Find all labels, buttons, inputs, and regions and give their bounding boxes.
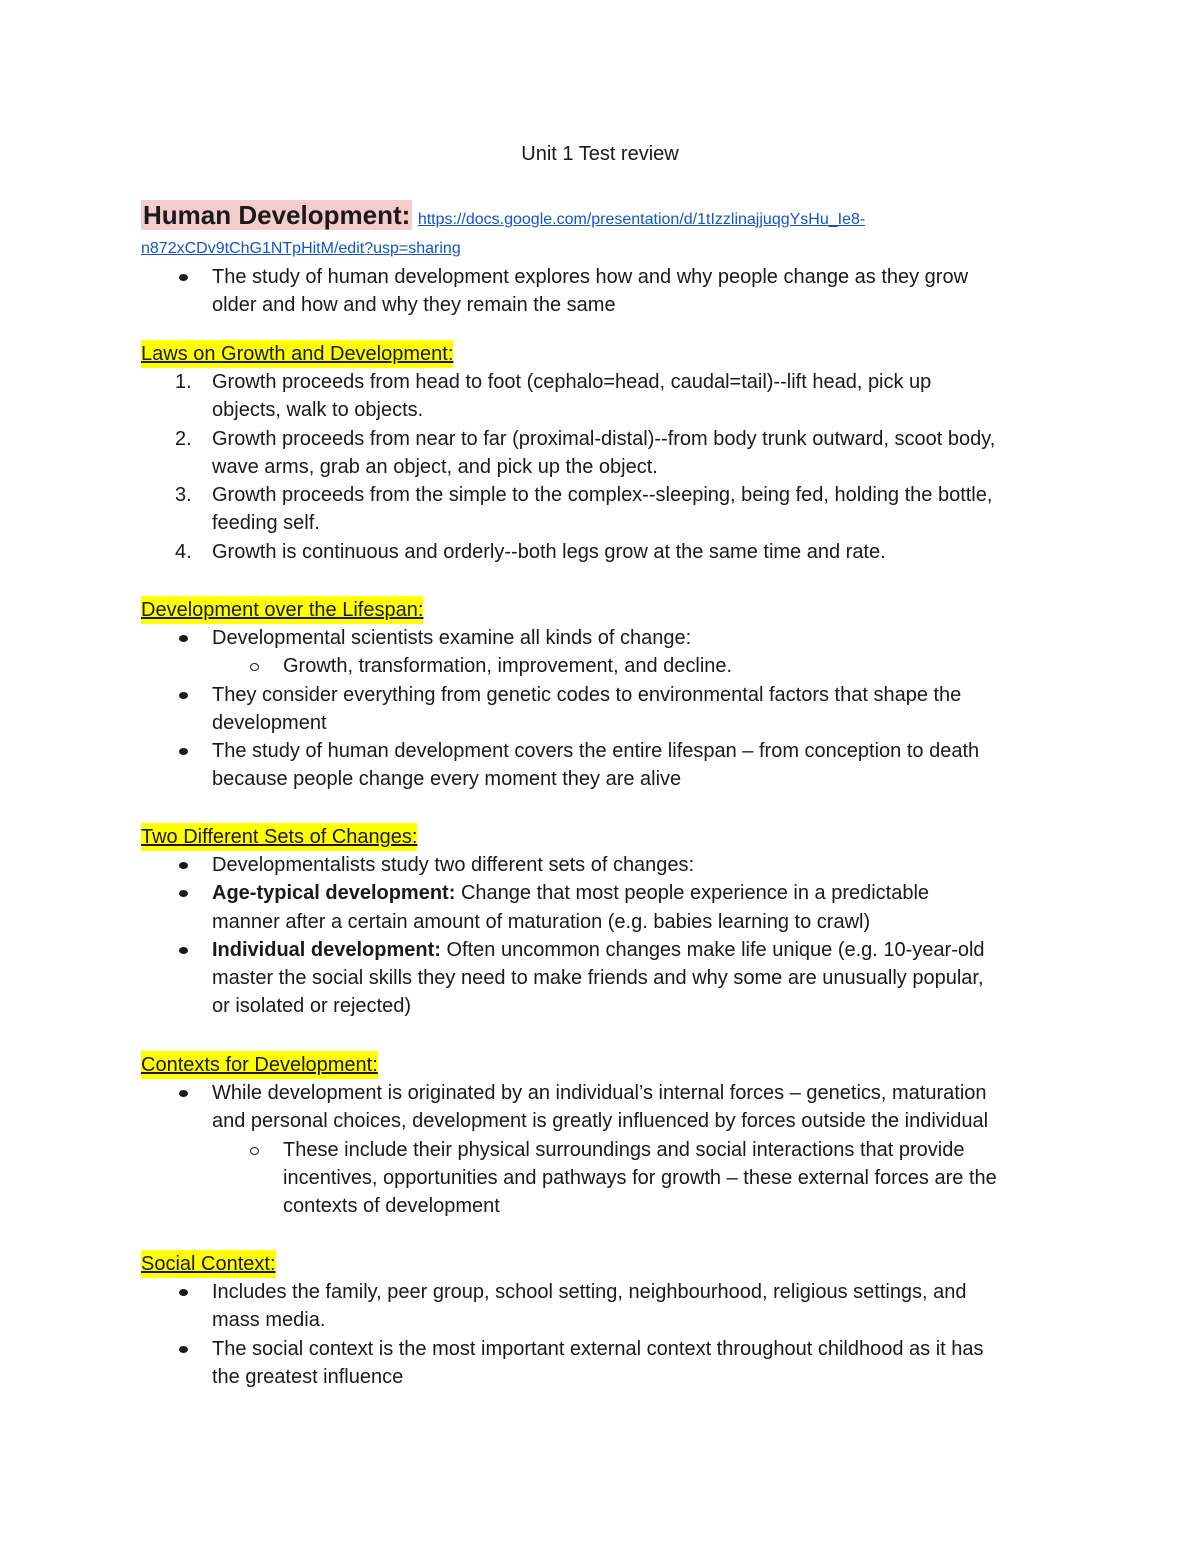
lifespan-heading: Development over the Lifespan: <box>141 596 423 624</box>
list-item: Includes the family, peer group, school setting, neighbourhood, religious settings, and mass media. <box>141 1278 1071 1335</box>
section-lifespan <box>141 596 1071 794</box>
slides-link[interactable]: https://docs.google.com/presentation/d/1tIzzlinajjuqgYsHu_Ie8- <box>417 211 866 228</box>
page-title: Unit 1 Test review <box>521 143 679 165</box>
list-item: Age-typical development: Change that most people experience in a predictable manner after a certain amount of maturation (e.g. babies learning to crawl) <box>141 879 1071 936</box>
bullet-icon <box>179 890 188 897</box>
list-item: The social context is the most important external context throughout childhood as it has the greatest influence <box>141 1335 1071 1392</box>
list-item: Developmental scientists examine all kinds of change: <box>141 624 1071 652</box>
bullet-icon <box>179 692 188 699</box>
human-development-heading: Human Development: <box>143 200 411 230</box>
bullet-icon <box>179 862 188 869</box>
contexts-heading: Contexts for Development: <box>141 1051 378 1079</box>
list-item: 3. Growth proceeds from the simple to the complex--sleeping, being fed, holding the bottle, feeding self. <box>175 484 993 535</box>
bullet-icon <box>179 635 188 642</box>
list-item: The study of human development covers the entire lifespan – from conception to death because people change every moment they are alive <box>141 737 1071 794</box>
list-item: 2. Growth proceeds from near to far (proximal-distal)--from body trunk outward, scoot body, wave arms, grab an object, and pick up the object. <box>175 427 996 478</box>
bullet-icon <box>179 1346 188 1353</box>
hollow-bullet-icon <box>250 1147 259 1155</box>
bullet-icon <box>179 274 188 281</box>
list-item: They consider everything from genetic codes to environmental factors that shape the development <box>141 681 1071 738</box>
list-item: 1. Growth proceeds from head to foot (cephalo=head, caudal=tail)--lift head, pick up objects, walk to objects. <box>175 371 932 422</box>
slides-link-continued[interactable]: n872xCDv9tChG1NTpHitM/edit?usp=sharing <box>141 240 461 257</box>
list-item: 4. Growth is continuous and orderly--both legs grow at the same time and rate. <box>175 540 886 563</box>
changes-heading: Two Different Sets of Changes: <box>141 823 417 851</box>
social-heading: Social Context: <box>141 1250 276 1278</box>
laws-heading: Laws on Growth and Development: <box>141 340 453 368</box>
section-changes <box>141 823 1071 1021</box>
bullet-icon <box>179 947 188 954</box>
bullet-icon <box>179 748 188 755</box>
sub-list-item: These include their physical surroundings and social interactions that provide incentives, opportunities and pathways for growth – these external forces are the contexts of development <box>141 1136 1071 1221</box>
sub-list-item: Growth, transformation, improvement, and decline. <box>141 652 1071 680</box>
list-item: While development is originated by an individual’s internal forces – genetics, maturation and personal choices, development is greatly influenced by forces outside the individual <box>141 1079 1071 1136</box>
section-human-development <box>141 198 1071 320</box>
list-item: Individual development: Often uncommon changes make life unique (e.g. 10-year-old master the social skills they need to make friends and why some are unusually popular, or isolated or rejected) <box>141 936 1071 1021</box>
bullet-icon <box>179 1289 188 1296</box>
hollow-bullet-icon <box>250 663 259 671</box>
section-laws <box>141 340 1071 566</box>
list-item: Developmentalists study two different sets of changes: <box>141 851 1071 879</box>
section-contexts <box>141 1051 1071 1220</box>
list-item: The study of human development explores how and why people change as they grow older and how and why they remain the same <box>141 263 1071 320</box>
section-social <box>141 1250 1071 1391</box>
bullet-icon <box>179 1090 188 1097</box>
